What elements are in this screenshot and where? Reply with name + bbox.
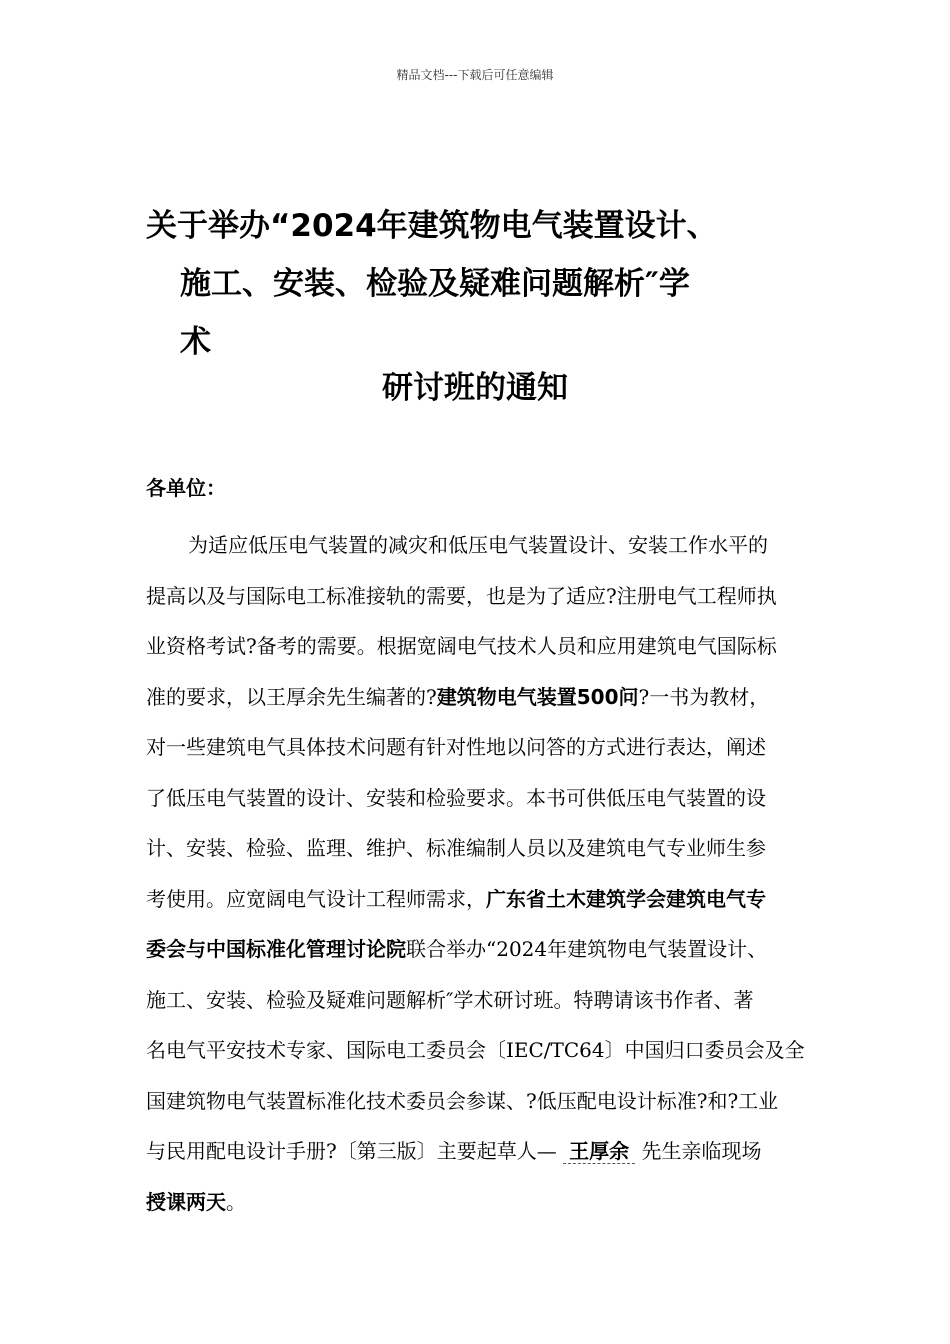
body-line: 为适应低压电气装置的减灾和低压电气装置设计、安装工作水平的: [188, 533, 768, 557]
title-line-2: 施工、安装、检验及疑难问题解析″学: [180, 266, 690, 302]
body-text: 联合举办“2024年建筑物电气装置设计、: [406, 937, 768, 961]
body-line: 提高以及与国际电工标准接轨的需要，也是为了适应?注册电气工程师执: [146, 583, 777, 608]
document-title: [146, 197, 826, 371]
course-duration: 授课两天: [146, 1189, 226, 1214]
body-text: 。: [226, 1189, 246, 1214]
body-text: 考使用。应宽阔电气设计工程师需求，: [146, 886, 486, 911]
body-line: 计、安装、检验、监理、维护、标准编制人员以及建筑电气专业师生参: [146, 836, 766, 860]
body-line: [146, 672, 806, 723]
body-line: [146, 1126, 806, 1177]
body-line: [146, 1177, 806, 1228]
organizer-name: 广东省土木建筑学会建筑电气专: [486, 886, 766, 911]
body-text: 先生亲临现场: [641, 1139, 762, 1163]
body-line: 国建筑物电气装置标准化技术委员会参谋、?低压配电设计标准?和?工业: [146, 1088, 779, 1113]
body-line: 了低压电气装置的设计、安装和检验要求。本书可供低压电气装置的设: [146, 785, 766, 810]
salutation: 各单位：: [146, 476, 226, 500]
title-line-3: 术: [180, 324, 211, 360]
body-paragraph: [146, 520, 806, 1227]
page-header: 精品文档---下载后可任意编辑: [396, 68, 554, 82]
body-line: [146, 874, 806, 925]
book-title: 建筑物电气装置500问: [436, 684, 639, 709]
body-line: 施工、安装、检验及疑难问题解析″学术研讨班。特聘请该书作者、著: [146, 987, 754, 1012]
body-line: 业资格考试?备考的需要。根据宽阔电气技术人员和应用建筑电气国际标: [146, 634, 777, 658]
lecturer-name: 王厚余: [563, 1139, 635, 1164]
title-line-4: 研讨班的通知: [382, 370, 568, 406]
body-line: 对一些建筑电气具体技术问题有针对性地以问答的方式进行表达，阐述: [146, 735, 766, 759]
body-text: 与民用配电设计手册?〔第三版〕主要起草人—: [146, 1139, 557, 1163]
body-line: [146, 924, 806, 975]
body-text: 准的要求，以王厚余先生编著的?: [146, 684, 437, 709]
body-line: 名电气平安技术专家、国际电工委员会〔IEC/TC64〕中国归口委员会及全: [146, 1038, 805, 1062]
organizer-name: 委会与中国标准化管理讨论院: [146, 937, 406, 961]
title-line-1: 关于举办“2024年建筑物电气装置设计、: [146, 208, 718, 244]
body-text: ?一书为教材，: [638, 684, 770, 709]
